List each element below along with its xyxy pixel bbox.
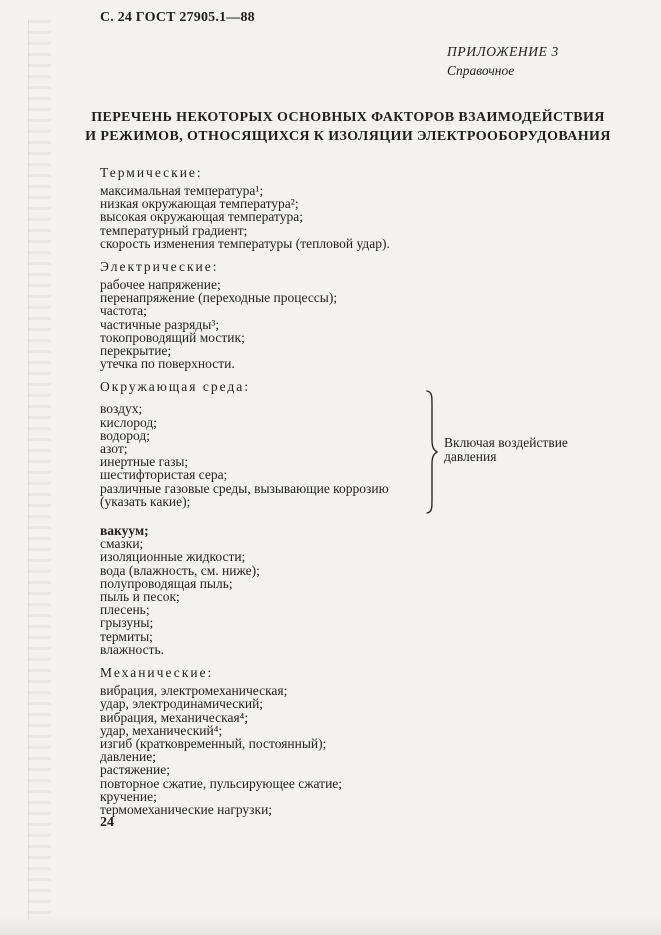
list-item: перекрытие; bbox=[100, 343, 172, 359]
list-item: смазки; bbox=[100, 536, 144, 552]
list-item: плесень; bbox=[100, 602, 150, 618]
right-brace-icon bbox=[426, 390, 438, 514]
header-page-label: С. 24 ГОСТ 27905.1—88 bbox=[100, 10, 255, 25]
list-item: термомеханические нагрузки; bbox=[100, 801, 273, 817]
list-item: изоляционные жидкости; bbox=[100, 549, 246, 565]
list-item: рабочее напряжение; bbox=[100, 277, 221, 293]
appendix-title: ПРИЛОЖЕНИЕ 3 bbox=[447, 44, 559, 59]
title-line-2: И РЕЖИМОВ, ОТНОСЯЩИХСЯ К ИЗОЛЯЦИИ ЭЛЕКТРООБОРУДОВАНИЯ bbox=[85, 129, 611, 144]
list-item: инертные газы; bbox=[100, 454, 189, 470]
list-item: полупроводящая пыль; bbox=[100, 575, 233, 591]
list-item: влажность. bbox=[100, 641, 164, 657]
list-item: вибрация, электромеханическая; bbox=[100, 683, 288, 699]
list-item: воздух; bbox=[100, 401, 143, 417]
list-item: растяжение; bbox=[100, 762, 170, 778]
document-title bbox=[58, 108, 638, 146]
list-item: высокая окружающая температура; bbox=[100, 209, 303, 225]
list-item: температурный градиент; bbox=[100, 222, 248, 238]
list-item: кислород; bbox=[100, 414, 157, 430]
list-item: вакуум; bbox=[100, 523, 149, 539]
section-title-environment: Окружающая среда: bbox=[100, 379, 250, 395]
list-item: низкая окружающая температура²; bbox=[100, 196, 299, 212]
scan-edge-artifact bbox=[28, 20, 51, 920]
page-number: 24 bbox=[100, 815, 114, 830]
list-item: шестифтористая сера; bbox=[100, 467, 228, 483]
title-line-1: ПЕРЕЧЕНЬ НЕКОТОРЫХ ОСНОВНЫХ ФАКТОРОВ ВЗАИМОДЕЙСТВИЯ bbox=[91, 110, 605, 125]
list-item: давление; bbox=[100, 749, 156, 765]
list-item: удар, электродинамический; bbox=[100, 696, 264, 712]
factor-list bbox=[100, 166, 620, 816]
section-title-thermal: Термические: bbox=[100, 165, 203, 180]
list-item: максимальная температура¹; bbox=[100, 183, 264, 198]
page-header bbox=[100, 10, 255, 26]
bracket-note: Включая воздействие давления bbox=[444, 435, 568, 465]
section-title-electrical: Электрические: bbox=[100, 259, 219, 275]
list-item: частота; bbox=[100, 303, 147, 319]
list-item: вода (влажность, см. ниже); bbox=[100, 562, 260, 578]
list-item: водород; bbox=[100, 427, 150, 443]
list-item: удар, механический⁴; bbox=[100, 722, 223, 738]
list-item: повторное сжатие, пульсирующее сжатие; bbox=[100, 775, 343, 791]
list-item: скорость изменения температуры (тепловой удар). bbox=[100, 235, 390, 251]
list-item: грызуны; bbox=[100, 615, 154, 631]
appendix-block bbox=[447, 42, 627, 80]
list-item: токопроводящий мостик; bbox=[100, 329, 245, 345]
list-item: (указать какие); bbox=[100, 493, 191, 509]
appendix-subtitle: Справочное bbox=[447, 63, 515, 78]
list-item: термиты; bbox=[100, 628, 153, 644]
list-item: перенапряжение (переходные процессы); bbox=[100, 290, 338, 306]
list-item: различные газовые среды, вызывающие коррозию bbox=[100, 480, 389, 496]
environment-bracket-group bbox=[100, 402, 620, 508]
list-item: вибрация, механическая⁴; bbox=[100, 709, 249, 725]
section-title-mechanical: Механические: bbox=[100, 665, 214, 681]
list-item: кручение; bbox=[100, 788, 157, 804]
list-item: утечка по поверхности. bbox=[100, 356, 235, 372]
scan-bottom-shadow bbox=[0, 915, 661, 935]
list-item: изгиб (кратковременный, постоянный); bbox=[100, 735, 327, 751]
list-item: частичные разряды³; bbox=[100, 316, 220, 332]
list-item: пыль и песок; bbox=[100, 589, 180, 605]
list-item: азот; bbox=[100, 441, 128, 457]
